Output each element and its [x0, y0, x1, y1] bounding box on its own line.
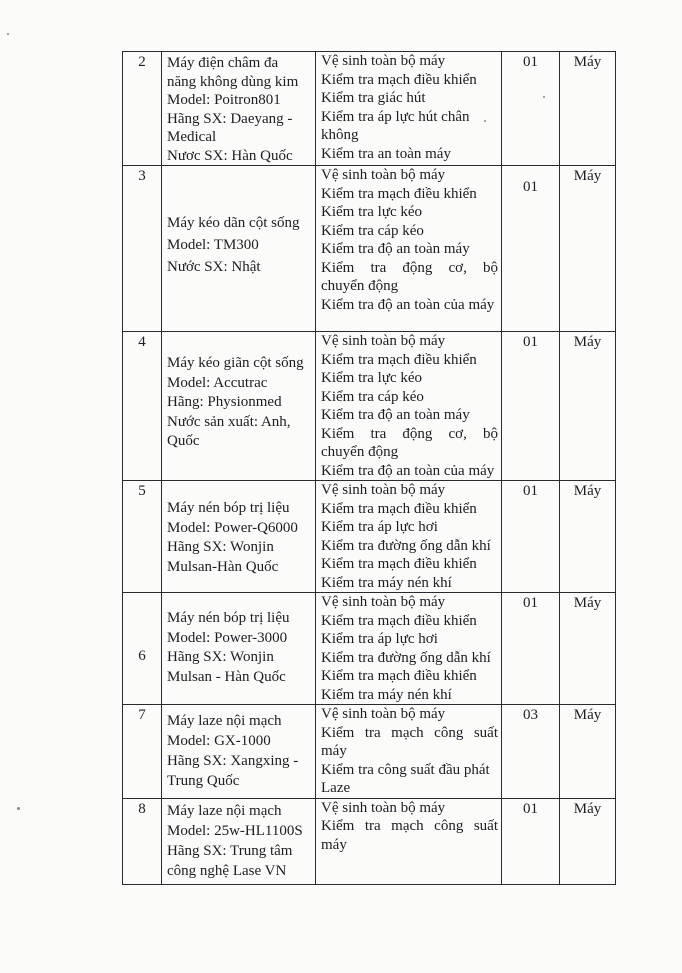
- unit-cell: Máy: [560, 593, 616, 705]
- table-row: [123, 332, 616, 481]
- quantity-cell: 01: [502, 798, 560, 884]
- row-number-cell: 4: [123, 332, 162, 481]
- unit-cell: Máy: [560, 52, 616, 166]
- scan-speck: [484, 120, 486, 122]
- maintenance-tasks-cell: Vệ sinh toàn bộ máy Kiểm tra mạch công suất máy: [316, 798, 502, 884]
- unit-cell: Máy: [560, 705, 616, 799]
- quantity-cell: 01: [502, 481, 560, 593]
- maintenance-tasks-cell: Vệ sinh toàn bộ máy Kiểm tra mạch điều khiển Kiểm tra áp lực hơi Kiểm tra đường ống dẫn khí Kiểm tra mạch điều khiển Kiểm tra máy nén khí: [316, 593, 502, 705]
- scan-speck: [543, 96, 545, 98]
- table-row: [123, 798, 616, 884]
- table-row: [123, 166, 616, 332]
- maintenance-tasks-cell: Vệ sinh toàn bộ máy Kiểm tra mạch điều khiển Kiểm tra lực kéo Kiểm tra cáp kéo Kiểm tra độ an toàn máy Kiểm tra động cơ, bộ chuyển động Kiểm tra độ an toàn của máy: [316, 332, 502, 481]
- device-name-cell: Máy nén bóp trị liệu Model: Power-Q6000 Hãng SX: Wonjin Mulsan-Hàn Quốc: [162, 481, 316, 593]
- unit-cell: Máy: [560, 332, 616, 481]
- quantity-cell: 01: [502, 166, 560, 332]
- device-name-cell: Máy laze nội mạch Model: GX-1000 Hãng SX: Xangxing - Trung Quốc: [162, 705, 316, 799]
- unit-cell: Máy: [560, 798, 616, 884]
- quantity-cell: 01: [502, 593, 560, 705]
- equipment-maintenance-table: [122, 51, 616, 885]
- row-number-cell: 8: [123, 798, 162, 884]
- device-name-cell: Máy nén bóp trị liệu Model: Power-3000 Hãng SX: Wonjin Mulsan - Hàn Quốc: [162, 593, 316, 705]
- maintenance-tasks-cell: Vệ sinh toàn bộ máy Kiểm tra mạch điều khiển Kiểm tra áp lực hơi Kiểm tra đường ống dẫn khí Kiểm tra mạch điều khiển Kiểm tra máy nén khí: [316, 481, 502, 593]
- quantity-cell: 01: [502, 332, 560, 481]
- table-row: [123, 52, 616, 166]
- maintenance-tasks-cell: Vệ sinh toàn bộ máy Kiểm tra mạch công suất máy Kiểm tra công suất đầu phát Laze: [316, 705, 502, 799]
- quantity-cell: 01: [502, 52, 560, 166]
- maintenance-tasks-cell: Vệ sinh toàn bộ máy Kiểm tra mạch điều khiển Kiểm tra giác hút Kiểm tra áp lực hút chân không Kiểm tra an toàn máy: [316, 52, 502, 166]
- row-number-cell: 3: [123, 166, 162, 332]
- unit-cell: Máy: [560, 166, 616, 332]
- table-row: [123, 593, 616, 705]
- row-number-cell: 7: [123, 705, 162, 799]
- scan-speck: [7, 33, 9, 35]
- table-row: [123, 705, 616, 799]
- unit-cell: Máy: [560, 481, 616, 593]
- maintenance-tasks-cell: Vệ sinh toàn bộ máy Kiểm tra mạch điều khiển Kiểm tra lực kéo Kiểm tra cáp kéo Kiểm tra độ an toàn máy Kiểm tra động cơ, bộ chuyển động Kiểm tra độ an toàn của máy: [316, 166, 502, 332]
- device-name-cell: Máy điện châm đa năng không dùng kim Model: Poitron801 Hãng SX: Daeyang - Medical Nươc SX: Hàn Quốc: [162, 52, 316, 166]
- row-number-cell: 5: [123, 481, 162, 593]
- row-number-cell: 2: [123, 52, 162, 166]
- device-name-cell: Máy laze nội mạch Model: 25w-HL1100S Hãng SX: Trung tâm công nghệ Lase VN: [162, 798, 316, 884]
- row-number-cell: 6: [123, 593, 162, 705]
- table-row: [123, 481, 616, 593]
- quantity-cell: 03: [502, 705, 560, 799]
- device-name-cell: Máy kéo dãn cột sống Model: TM300 Nước SX: Nhật: [162, 166, 316, 332]
- scan-speck: [17, 807, 20, 810]
- device-name-cell: Máy kéo giãn cột sống Model: Accutrac Hãng: Physionmed Nước sản xuất: Anh, Quốc: [162, 332, 316, 481]
